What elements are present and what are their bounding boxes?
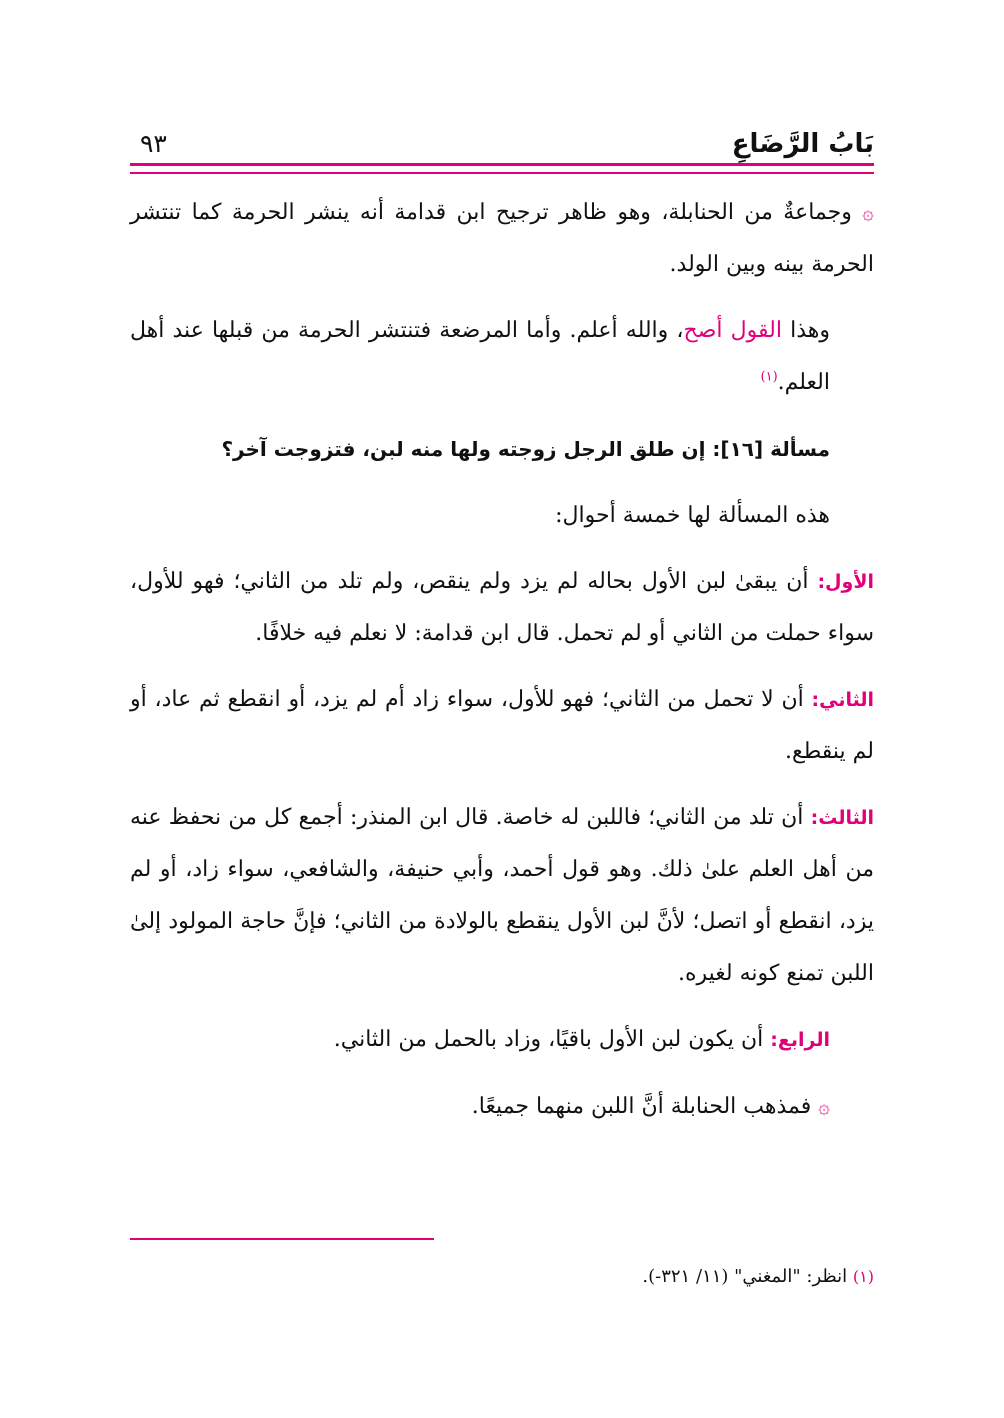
case-label: الأول: [817, 571, 874, 593]
case-label: الثاني: [811, 689, 874, 711]
body-text [130, 186, 874, 1147]
flower-ornament-icon: ۞ [818, 1094, 830, 1118]
case-text: أن تلد من الثاني؛ فاللبن له خاصة. قال ابن المنذر: أجمع كل من نحفظ عنه من أهل العلم علىٰ ذلك. وهو قول أحمد، وأبي حنيفة، والشافعي، سواء زاد، أو لم يزد، انقطع أو اتصل؛ لأنَّ لبن الأول ينقطع بالولادة من الثاني؛ فإنَّ حاجة المولود إلىٰ اللبن تمنع كونه لغيره. [130, 805, 874, 986]
header-rule-thin [130, 172, 874, 174]
paragraph-text: هذه المسألة لها خمسة أحوال: [555, 503, 830, 528]
case-second [130, 674, 874, 778]
question-text: مسألة [١٦]: إن طلق الرجل زوجته ولها منه لبن، فتزوجت آخر؟ [221, 437, 830, 461]
page-number: ٩٣ [140, 129, 167, 158]
paragraph-conclusion [130, 1080, 874, 1133]
case-label: الثالث: [810, 807, 874, 829]
paragraph-text-end: ، والله أعلم. وأما المرضعة فتنتشر الحرمة من قبلها عند أهل العلم. [130, 318, 830, 395]
paragraph-text: وجماعةٌ من الحنابلة، وهو ظاهر ترجيح ابن قدامة أنه ينشر الحرمة كما تنتشر الحرمة بينه وبين الولد. [130, 200, 874, 277]
question-heading [130, 423, 874, 476]
chapter-title: بَابُ الرَّضَاعِ [731, 129, 874, 159]
footnote-rule [130, 1238, 434, 1240]
flower-ornament-icon: ۞ [862, 200, 874, 224]
case-text: أن يكون لبن الأول باقيًا، وزاد بالحمل من الثاني. [333, 1027, 771, 1052]
paragraph-continuation [130, 186, 874, 291]
case-text: أن لا تحمل من الثاني؛ فهو للأول، سواء زاد أم لم يزد، أو انقطع ثم عاد، أو لم ينقطع. [130, 687, 874, 764]
case-first [130, 556, 874, 660]
case-text: أن يبقىٰ لبن الأول بحاله لم يزد ولم ينقص، ولم تلد من الثاني؛ فهو للأول، سواء حملت من الثاني أو لم تحمل. قال ابن قدامة: لا نعلم فيه خلافًا. [130, 569, 874, 646]
footnote-number: (١) [852, 1267, 874, 1286]
case-third [130, 792, 874, 1000]
footnote-reference: (١) [760, 369, 778, 385]
paragraph-opinion [130, 305, 874, 409]
book-page [130, 0, 874, 1418]
case-fourth [130, 1014, 874, 1066]
case-label: الرابع: [770, 1029, 830, 1051]
footnote-text: انظر: "المغني" (١١/ ٣٢١-). [642, 1266, 853, 1287]
footnote [642, 1262, 874, 1292]
header-rule-thick [130, 163, 874, 166]
paragraph-text-start: وهذا [781, 318, 830, 343]
paragraph-intro [130, 490, 874, 542]
highlighted-phrase: القول أصح [683, 318, 782, 343]
paragraph-text: فمذهب الحنابلة أنَّ اللبن منهما جميعًا. [471, 1094, 812, 1119]
